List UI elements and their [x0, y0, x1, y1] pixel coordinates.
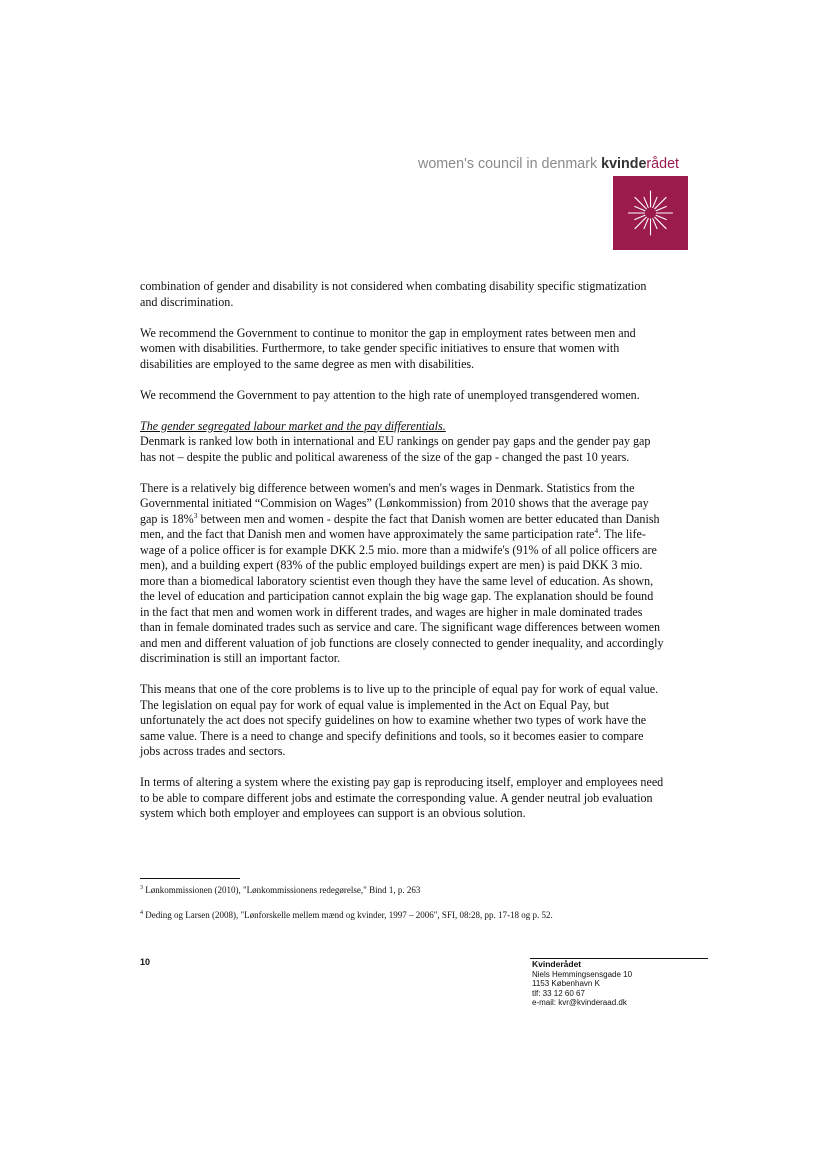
- paragraph-text: between men and women - despite the fact that Danish women are better educated than Danish men, and the fact that Danish men and women have approximately the same participation rate: [140, 511, 660, 541]
- brand-name: [601, 156, 679, 172]
- paragraph-text: There is a relatively big difference between women's and men's wages in Denmark. Statistics from the Governmental initiated “Commision on Wages” (Lønkommission) from 2010 shows that the average pay gap is 18%: [140, 480, 649, 526]
- sunburst-ray: [635, 215, 645, 219]
- brand-main: kvinde: [601, 156, 647, 172]
- footnote: [140, 909, 680, 921]
- org-name: Kvinderådet: [532, 959, 582, 969]
- footnote-ref[interactable]: 3: [193, 510, 198, 520]
- footnote-text: Lønkommissionen (2010), "Lønkommissionens redegørelse," Bind 1, p. 263: [143, 885, 421, 895]
- footnote: [140, 884, 680, 896]
- brand-accent: rådet: [646, 156, 680, 172]
- footnote-number: 3: [140, 885, 143, 891]
- sunburst-ray: [656, 206, 666, 210]
- footnote-number: 4: [140, 910, 143, 916]
- footnote-text: Deding og Larsen (2008), "Lønforskelle mellem mænd og kvinder, 1997 – 2006", SFI, 08:28, pp. 17-18 og p. 52.: [143, 910, 553, 920]
- sunburst-icon: [613, 176, 688, 250]
- sunburst-ray: [644, 197, 648, 207]
- paragraph: We recommend the Government to continue to monitor the gap in employment rates between men and women with disabilities. Furthermore, to take gender specific initiatives to ensure that women with disabilities are employed to the same degree as men with disabilities.: [140, 325, 636, 371]
- sunburst-ray: [653, 219, 657, 229]
- paragraph: We recommend the Government to pay attention to the high rate of unemployed transgendered women.: [140, 387, 640, 402]
- paragraph: This means that one of the core problems is to live up to the principle of equal pay for work of equal value. The legislation on equal pay for work of equal value is implemented in the Act on Equal Pay, but unfortunately the act does not specify guidelines on how to examine whether two types of work have the same value. There is a need to change and specify definitions and tools, so it becomes easier to compare jobs across trades and sectors.: [140, 682, 659, 758]
- paragraph: [140, 481, 664, 667]
- footnote-divider: [140, 878, 240, 879]
- city-address: 1153 København K: [532, 979, 600, 989]
- logo: [613, 176, 688, 250]
- email-address[interactable]: e-mail: kvr@kvinderaad.dk: [532, 998, 627, 1008]
- paragraph: Denmark is ranked low both in international and EU rankings on gender pay gaps and the gender pay gap has not – despite the public and political awareness of the size of the gap - changed the past 10 years.: [140, 434, 651, 464]
- page-number: 10: [140, 957, 151, 967]
- sunburst-ray: [653, 197, 657, 207]
- sunburst-ray: [656, 215, 666, 219]
- header-tagline: [418, 154, 690, 174]
- tagline-text: women's council in denmark: [418, 156, 598, 172]
- section: [140, 419, 664, 466]
- phone-number: tlf: 33 12 60 67: [532, 988, 585, 998]
- paragraph: combination of gender and disability is not considered when combating disability specific stigmatization and discrimination.: [140, 279, 647, 309]
- footnote-ref[interactable]: 4: [594, 525, 599, 535]
- paragraph-text: . The life-wage of a police officer is for example DKK 2.5 mio. more than a midwife's (91% of all police officers are men), and a building expert (83% of the public employed buildings expert are men) is paid DKK 3 mio. more than a biomedical laboratory scientist even though they have the same level of education. As shown, the level of education and participation cannot explain the big wage gap. The explanation should be found in the fact that men and women work in different trades, and wages are higher in male dominated trades than in female dominated trades such as service and care. The significant wage differences between women and men and different valuation of job functions are closely connected to gender inequality, and accordingly discrimination is still an important factor.: [140, 527, 664, 665]
- sunburst-ray: [635, 206, 645, 210]
- sunburst-ray: [644, 219, 648, 229]
- street-address: Niels Hemmingsensgade 10: [532, 969, 633, 979]
- paragraph: In terms of altering a system where the existing pay gap is reproducing itself, employer and employees need to be able to compare different jobs and estimate the corresponding value. A gender neutral job evaluation system which both employer and employees can support is an obvious solution.: [140, 775, 664, 820]
- section-heading: The gender segregated labour market and the pay differentials.: [140, 418, 446, 433]
- footer-address: [532, 960, 632, 1008]
- document-body: [140, 279, 664, 837]
